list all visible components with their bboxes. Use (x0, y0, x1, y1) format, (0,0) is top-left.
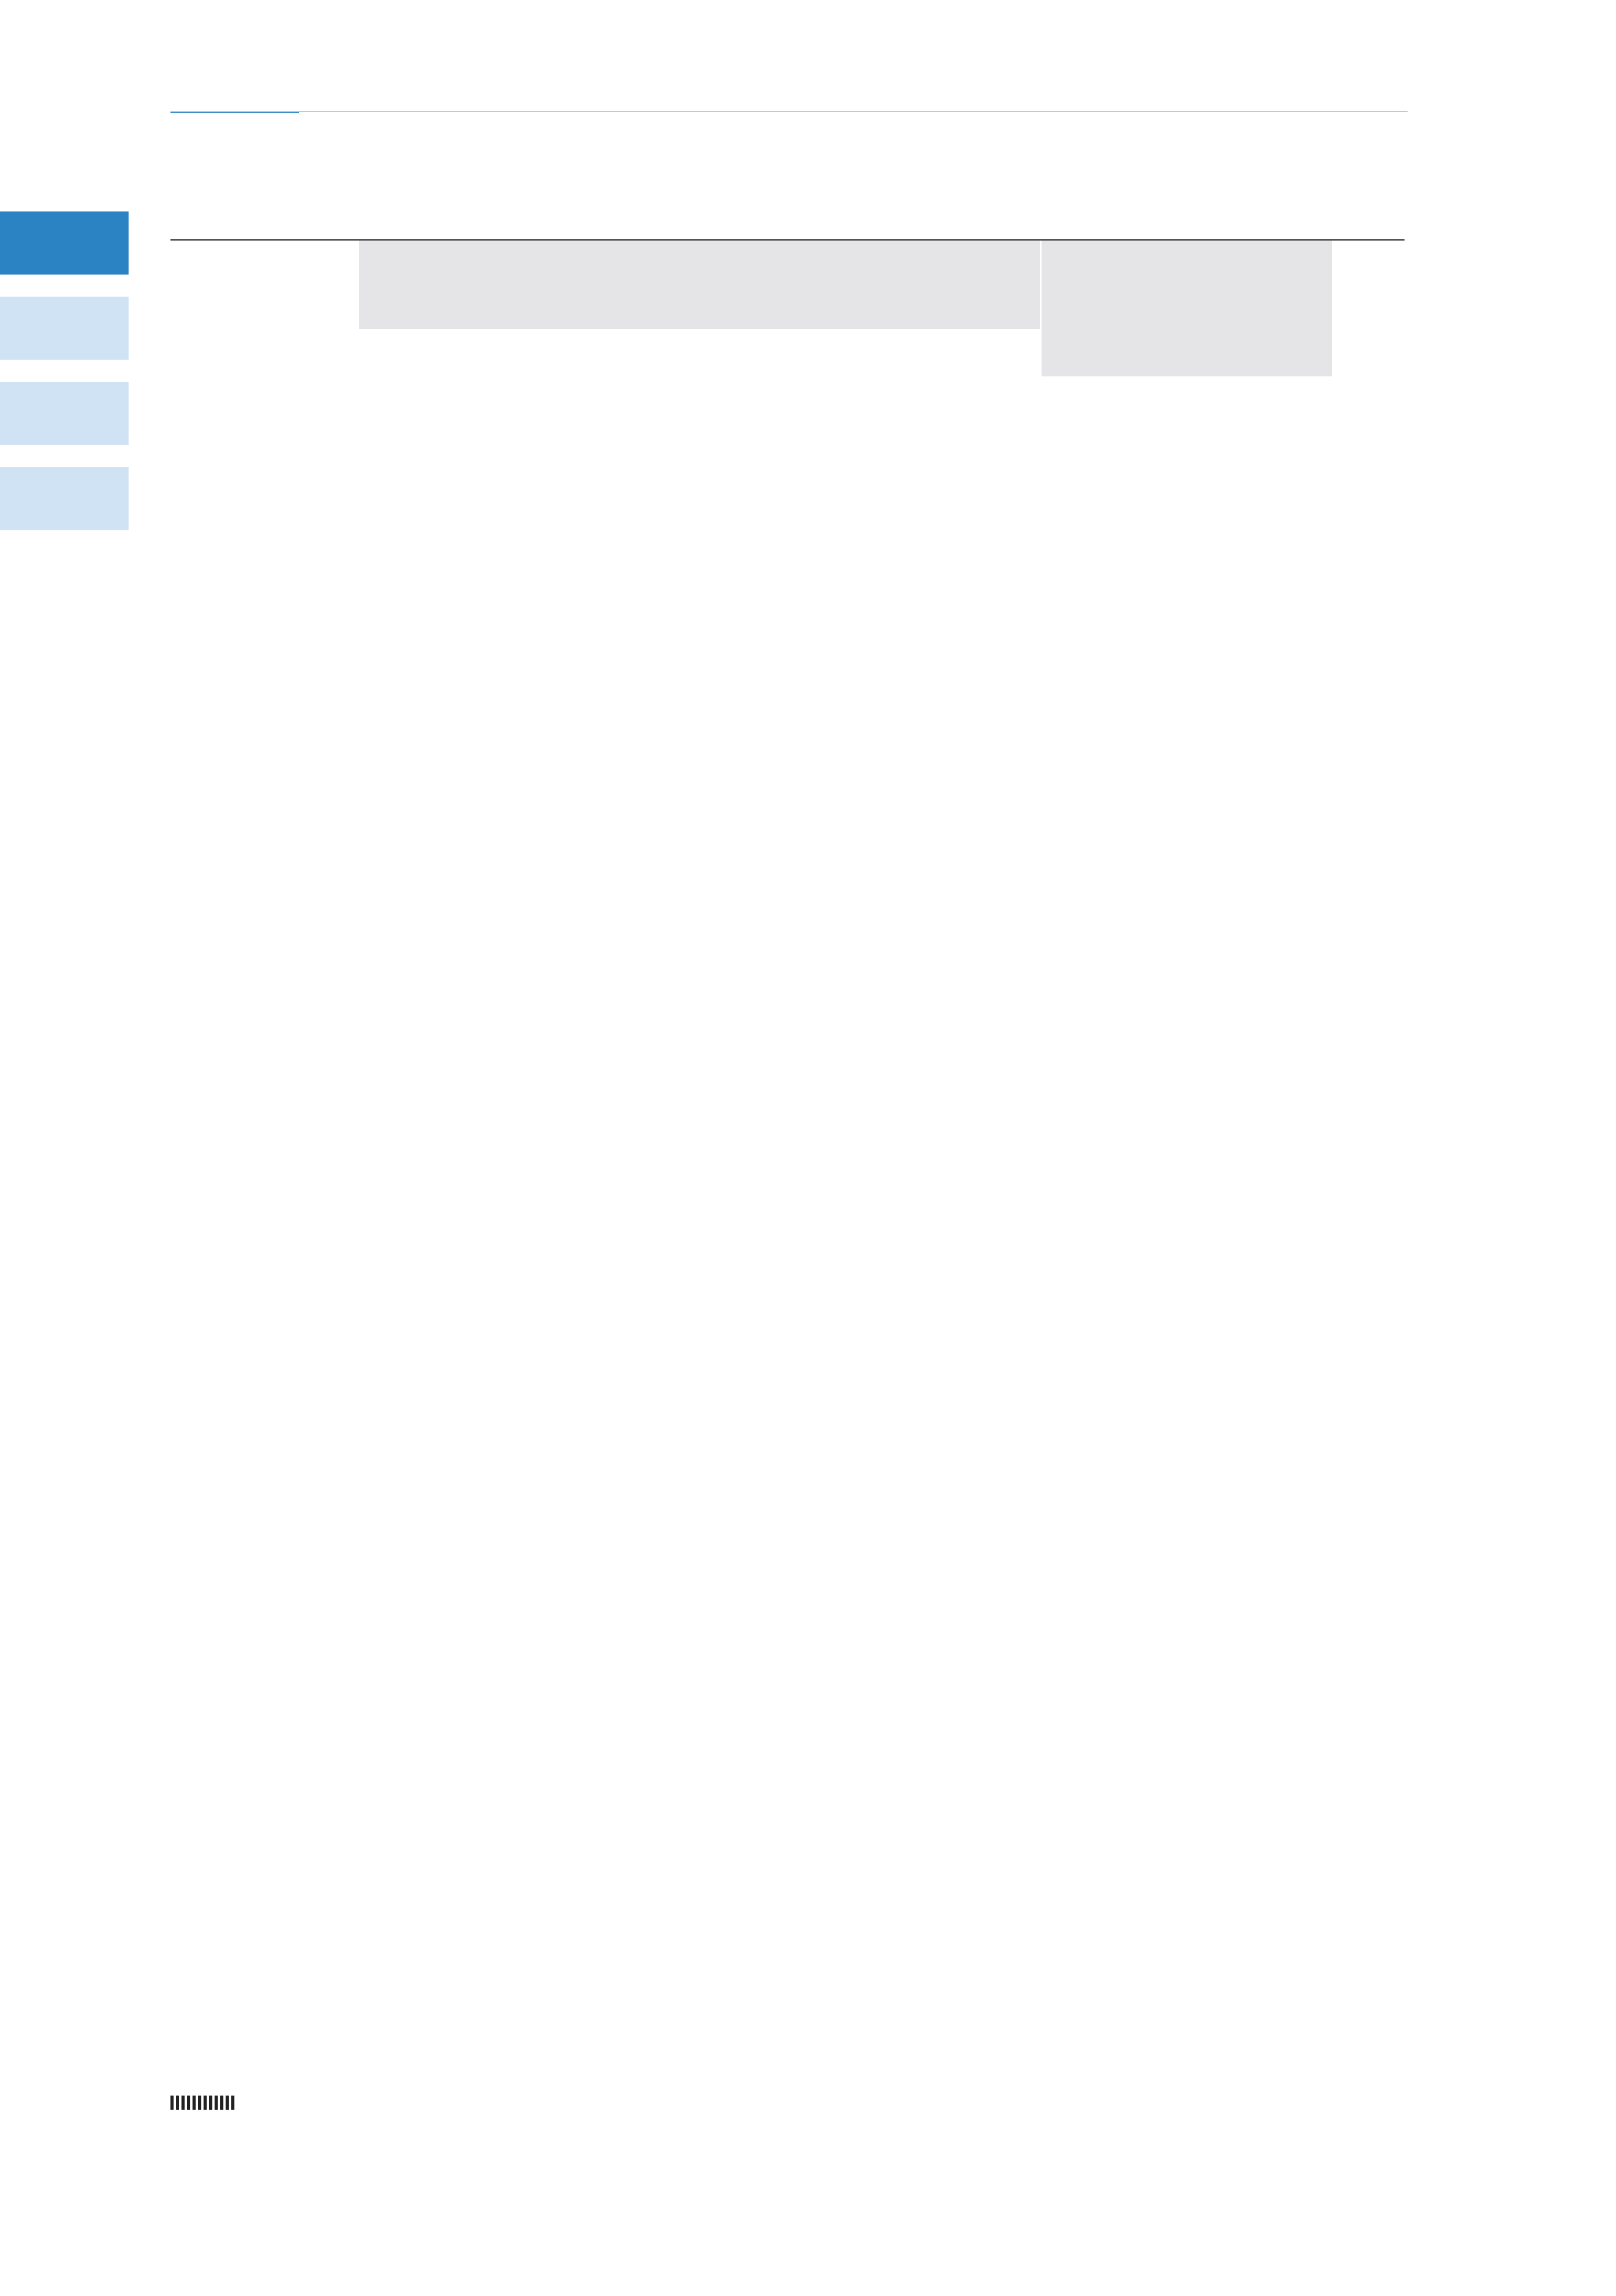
statlink-row[interactable] (170, 2092, 235, 2111)
statlink-icon (170, 2096, 235, 2110)
